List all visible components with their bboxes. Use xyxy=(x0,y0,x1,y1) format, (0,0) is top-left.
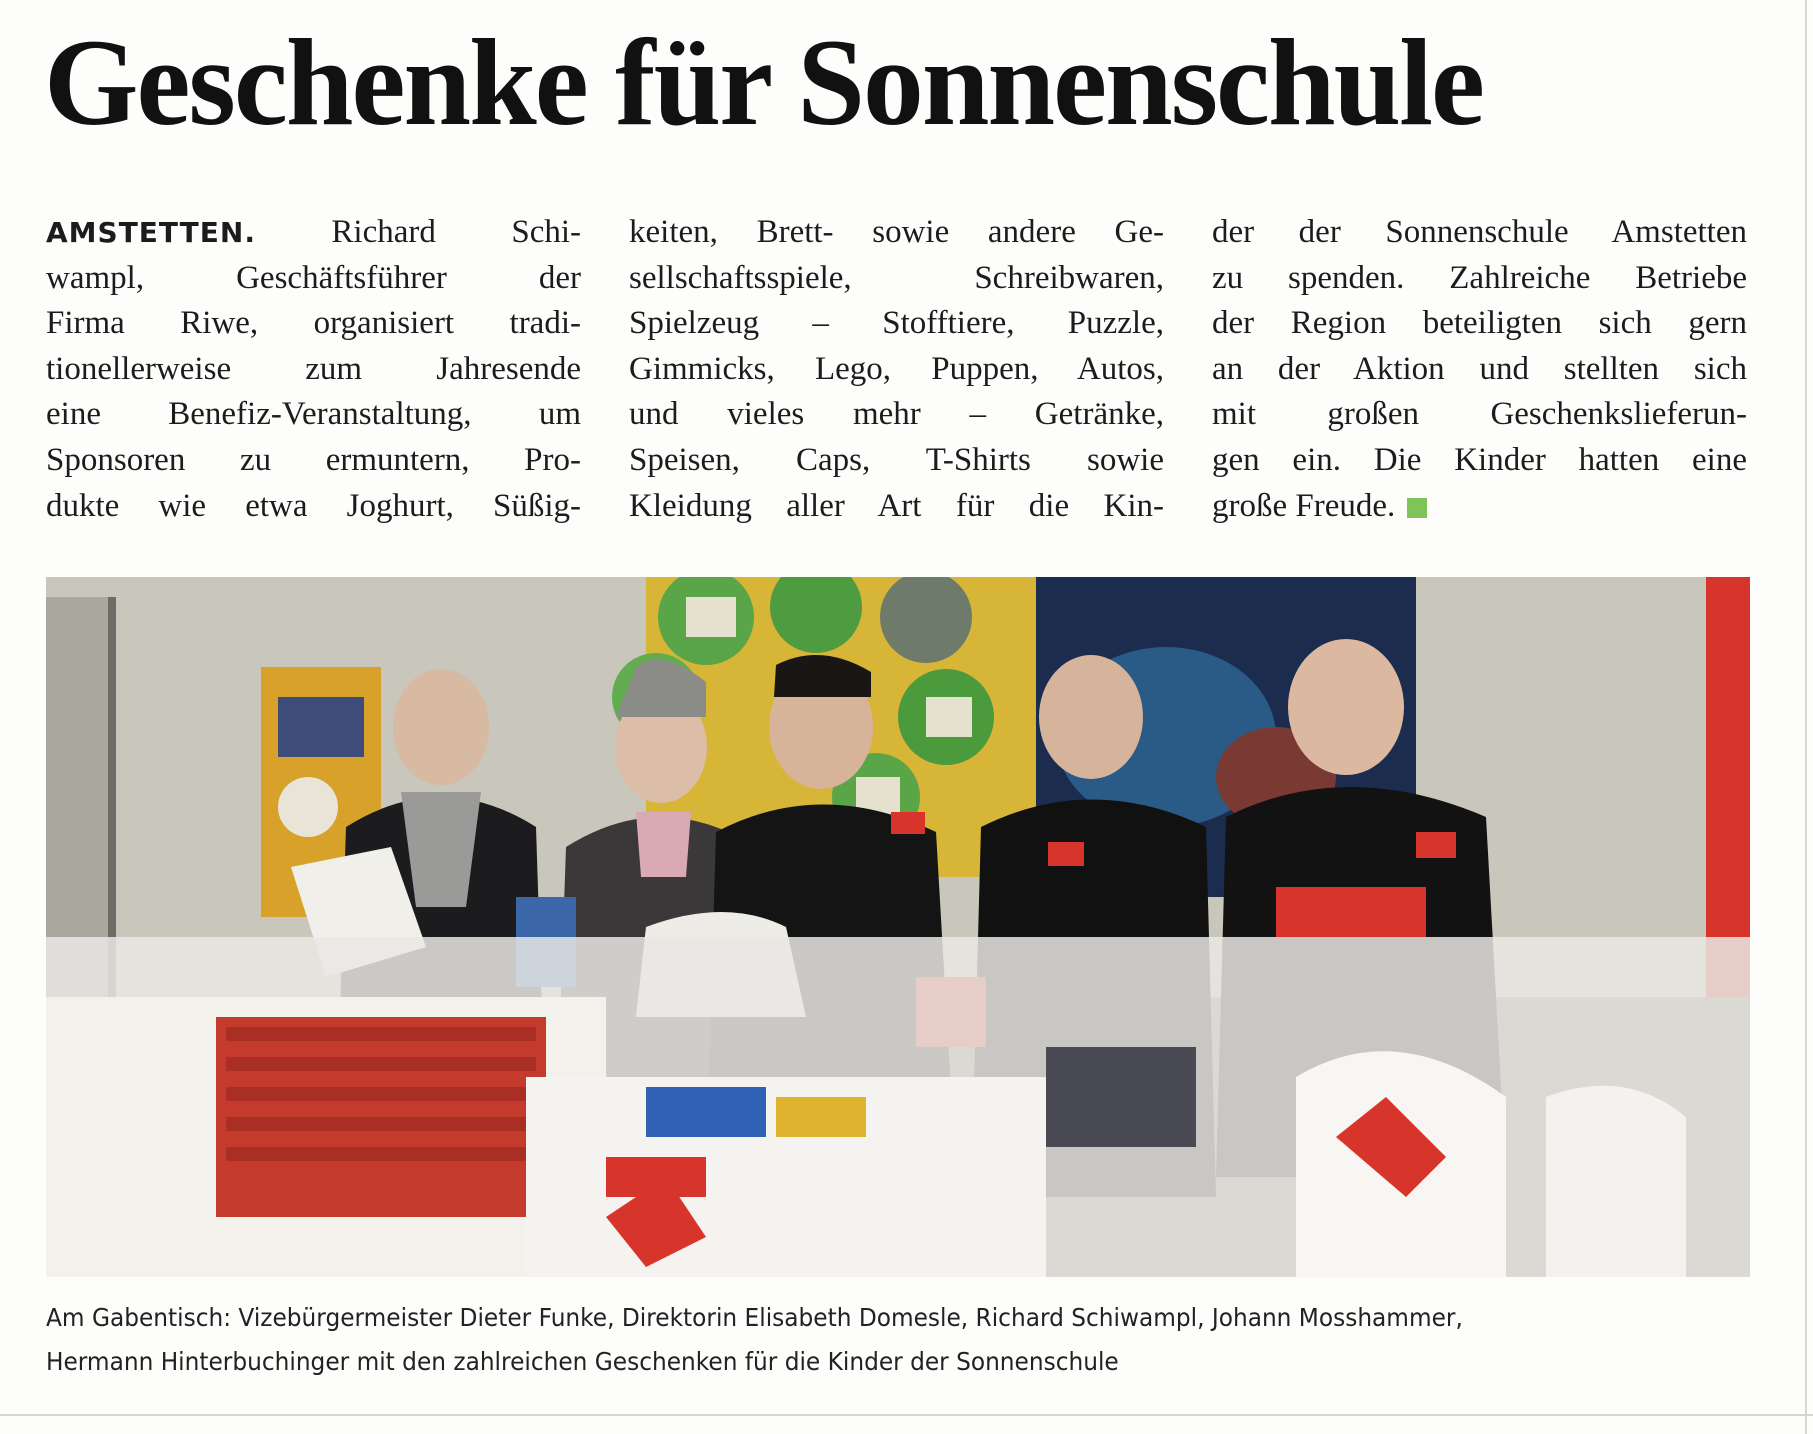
caption-line: Am Gabentisch: Vizebürgermeister Dieter Funke, Direktorin Elisabeth Domesle, Richard Schiwampl, Johann Mosshammer, xyxy=(46,1303,1463,1332)
article-column-3 xyxy=(1212,210,1747,529)
column-line: an der Aktion und stellten sich xyxy=(1212,350,1747,387)
column-line: Kleidung aller Art für die Kin- xyxy=(629,487,1164,524)
column-line: zu spenden. Zahlreiche Betriebe xyxy=(1212,259,1747,296)
column-line xyxy=(46,210,581,256)
column-line: der der Sonnenschule Amstetten xyxy=(1212,214,1747,250)
article-photo xyxy=(46,577,1750,1277)
column-line: sellschaftsspiele, Schreibwaren, xyxy=(629,259,1164,296)
column-line: der Region beteiligten sich gern xyxy=(1212,305,1747,342)
page-edge-bottom xyxy=(0,1414,1813,1416)
article-column-2 xyxy=(629,210,1164,529)
column-line: Gimmicks, Lego, Puppen, Autos, xyxy=(629,350,1164,387)
end-of-article-square-icon xyxy=(1407,498,1427,518)
page-edge-right xyxy=(1805,0,1807,1434)
column-line: eine Benefiz-Veranstaltung, um xyxy=(46,396,581,433)
column-line: mit großen Geschenkslieferun- xyxy=(1212,396,1747,433)
column-line: und vieles mehr – Getränke, xyxy=(629,396,1164,433)
column-last-line xyxy=(1212,484,1747,530)
column-line: wampl, Geschäftsführer der xyxy=(46,259,581,296)
photo-illustration xyxy=(46,577,1750,1277)
photo-caption xyxy=(46,1296,1646,1384)
column-line: Sponsoren zu ermuntern, Pro- xyxy=(46,441,581,478)
article-body xyxy=(46,210,1746,560)
column-line: gen ein. Die Kinder hatten eine xyxy=(1212,441,1747,478)
column-line-text: große Freude. xyxy=(1212,487,1396,524)
column-line: Speisen, Caps, T-Shirts sowie xyxy=(629,441,1164,478)
column-line: Firma Riwe, organisiert tradi- xyxy=(46,305,581,342)
column-line: dukte wie etwa Joghurt, Süßig- xyxy=(46,487,581,524)
article-dateline: AMSTETTEN. xyxy=(46,216,256,249)
column-line: Spielzeug – Stofftiere, Puzzle, xyxy=(629,305,1164,342)
column-line: keiten, Brett- sowie andere Ge- xyxy=(629,214,1164,250)
column-line-text: Richard Schi- xyxy=(331,214,581,250)
article-column-1 xyxy=(46,210,581,529)
article-headline: Geschenke für Sonnenschule xyxy=(44,14,1484,151)
column-line: tionellerweise zum Jahresende xyxy=(46,350,581,387)
caption-line: Hermann Hinterbuchinger mit den zahlreichen Geschenken für die Kinder der Sonnenschule xyxy=(46,1347,1119,1376)
